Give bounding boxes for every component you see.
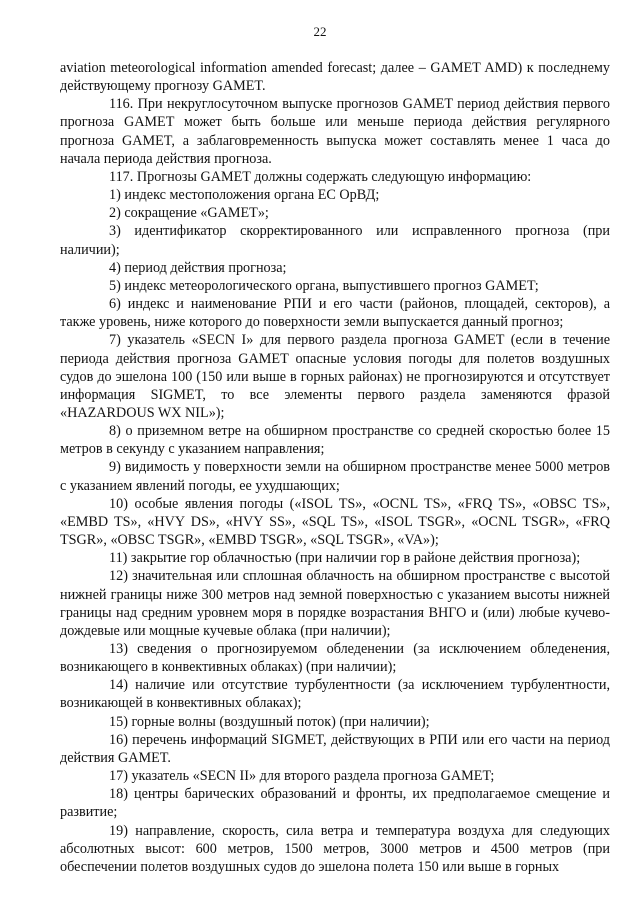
list-item-13: 13) сведения о прогнозируемом обледенении (за исключением обледенения, возникающего в конвективных облаках) (при наличии); xyxy=(60,641,610,676)
paragraph-117: 117. Прогнозы GAMET должны содержать следующую информацию: xyxy=(109,168,532,185)
list-item-5: 5) индекс метеорологического органа, выпустившего прогноз GAMET; xyxy=(109,277,539,294)
list-item-12: 12) значительная или сплошная облачность на обширном пространстве с высотой нижней границы ниже 300 метров над земной поверхностью с указанием высоты нижней границы над средним уровнем моря в порядке возрастания ВНГО и (или) любые кучево-дождевые или мощные кучевые облака (при наличии); xyxy=(60,568,610,639)
list-item-9: 9) видимость у поверхности земли на обширном пространстве менее 5000 метров с указанием явлений погоды, ее ухудшающих; xyxy=(60,459,610,494)
list-item-8: 8) о приземном ветре на обширном пространстве со средней скоростью более 15 метров в секунду с указанием направления; xyxy=(60,423,610,458)
list-item-17: 17) указатель «SECN II» для второго раздела прогноза GAMET; xyxy=(109,768,495,785)
document-body xyxy=(60,59,610,876)
list-item-18: 18) центры барических образований и фронты, их предполагаемое смещение и развитие; xyxy=(60,786,610,821)
list-item-10: 10) особые явления погоды («ISOL TS», «OCNL TS», «FRQ TS», «OBSC TS», «EMBD TS», «HVY DS», «HVY SS», «SQL TS», «ISOL TSGR», «OCNL TSGR», «FRQ TSGR», «OBSC TSGR», «EMBD TSGR», «SQL TSGR», «VA»); xyxy=(60,495,610,549)
paragraph-116: 116. При некруглосуточном выпуске прогнозов GAMET период действия первого прогноза GAMET может быть больше или меньше периода действия регулярного прогноза GAMET, а заблаговременность выпуска может составлять менее 1 часа до начала периода действия прогноза. xyxy=(60,96,610,167)
list-item-4: 4) период действия прогноза; xyxy=(109,259,287,276)
list-item-11: 11) закрытие гор облачностью (при наличии гор в районе действия прогноза); xyxy=(109,550,581,567)
list-item-15: 15) горные волны (воздушный поток) (при наличии); xyxy=(109,713,430,730)
list-item-19: 19) направление, скорость, сила ветра и температура воздуха для следующих абсолютных высот: 600 метров, 1500 метров, 3000 метров и 4500 метров (при обеспечении полетов воздушных судов до эшелона полета 150 или выше в горных xyxy=(60,822,610,875)
list-item-6: 6) индекс и наименование РПИ и его части (районов, площадей, секторов), а также уровень, ниже которого до поверхности земли выпускается данный прогноз; xyxy=(60,296,610,331)
list-item-16: 16) перечень информаций SIGMET, действующих в РПИ или его части на период действия GAMET. xyxy=(60,731,610,766)
list-item-1: 1) индекс местоположения органа ЕС ОрВД; xyxy=(109,187,380,204)
list-item-7: 7) указатель «SECN I» для первого раздела прогноза GAMET (если в течение периода действия прогноза GAMET опасные условия погоды для полетов воздушных судов до эшелона 100 (150 или выше в горных районах) не прогнозируются и отсутствует информация SIGMET, то все элементы первого раздела заменяются фразой «HAZARDOUS WX NIL»); xyxy=(60,332,610,421)
list-item-3: 3) идентификатор скорректированного или исправленного прогноза (при наличии); xyxy=(60,223,610,258)
list-item-14: 14) наличие или отсутствие турбулентности (за исключением турбулентности, возникающей в конвективных облаках); xyxy=(60,677,610,712)
page-number: 22 xyxy=(313,24,327,39)
paragraph-continuation: aviation meteorological information amended forecast; далее – GAMET AMD) к последнему действующему прогнозу GAMET. xyxy=(60,60,610,95)
list-item-2: 2) сокращение «GAMET»; xyxy=(109,205,269,222)
